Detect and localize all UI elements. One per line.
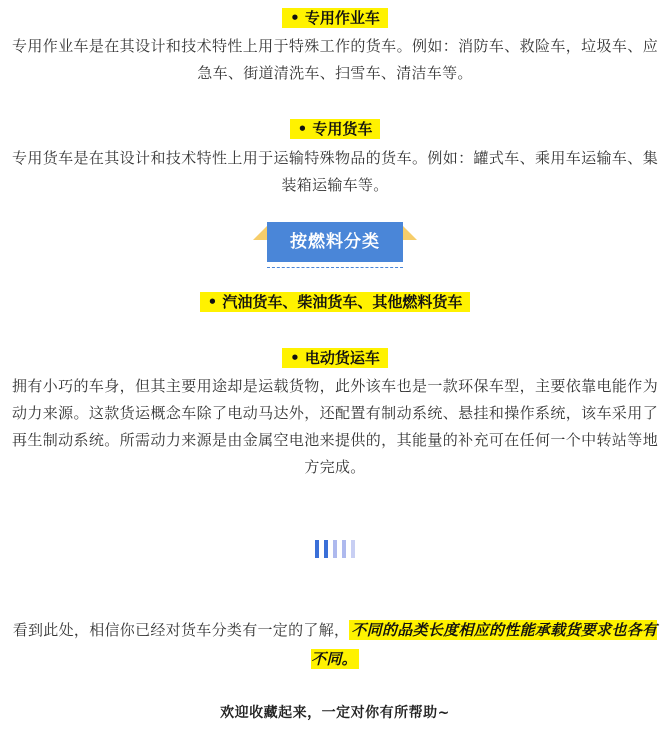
fuel-types-tag-row (0, 292, 670, 312)
electric-truck-text: 拥有小巧的车身，但其主要用途却是运载货物，此外该车也是一款环保车型，主要依靠电能作为动力来源。这款货运概念车除了电动马达外，还配置有制动系统、悬挂和操作系统，该车采用了再生制动系统。所需动力来源是由金属空电池来提供的，其能量的补充可在任何一个中转站等地方完成。 (12, 377, 658, 476)
fuel-types-tag: • 汽油货车、柴油货车、其他燃料货车 (200, 292, 471, 312)
loading-bar (333, 540, 337, 558)
electric-truck-tag-row (0, 348, 670, 368)
loading-bar (315, 540, 319, 558)
closing-paragraph (12, 616, 658, 674)
special-op-vehicle-text: 专用作业车是在其设计和技术特性上用于特殊工作的货车。例如：消防车、救险车，垃圾车、应急车、街道清洗车、扫雪车、清洁车等。 (12, 37, 658, 82)
final-call-to-action: 欢迎收藏起来，一定对你有所帮助~ (220, 705, 450, 721)
fuel-section-title: 按燃料分类 (267, 222, 403, 262)
loading-bars-icon (315, 540, 357, 558)
loading-bar (342, 540, 346, 558)
special-cargo-vehicle-tag: • 专用货车 (290, 119, 381, 139)
loading-bar (351, 540, 355, 558)
closing-emphasis-text: 不同的品类长度相应的性能承载货要求也各有不同。 (311, 621, 658, 668)
closing-lead-text: 看到此处，相信你已经对货车分类有一定的了解， (12, 621, 350, 639)
special-cargo-vehicle-tag-row (0, 119, 670, 139)
special-op-vehicle-tag-row (0, 8, 670, 28)
electric-truck-tag: • 电动货运车 (282, 348, 388, 368)
special-cargo-vehicle-text: 专用货车是在其设计和技术特性上用于运输特殊物品的货车。例如：罐式车、乘用车运输车、集装箱运输车等。 (12, 149, 658, 194)
special-op-vehicle-tag: • 专用作业车 (282, 8, 388, 28)
fuel-section-header (253, 222, 417, 270)
loading-bar (324, 540, 328, 558)
ribbon-dashed-divider (267, 267, 403, 268)
